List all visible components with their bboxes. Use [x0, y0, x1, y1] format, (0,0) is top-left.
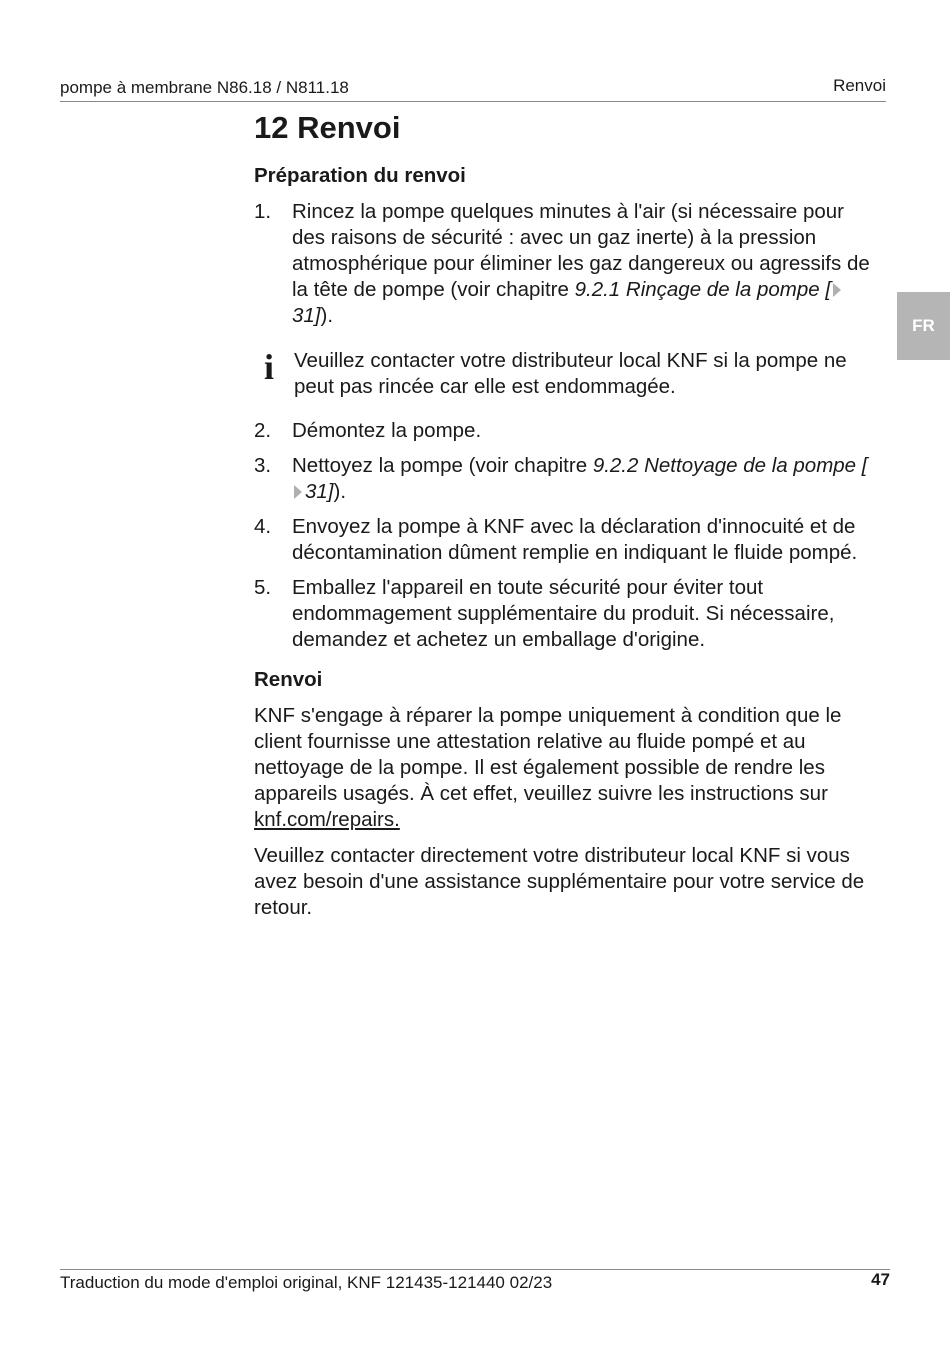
- step-5: [254, 575, 880, 653]
- language-tab: FR: [897, 292, 950, 360]
- page-number: 47: [871, 1270, 890, 1289]
- page-arrow-icon: [294, 485, 302, 499]
- reference-title[interactable]: 9.2.2 Nettoyage de la pompe [: [592, 454, 868, 477]
- document-title: pompe à membrane N86.18 / N811.18: [60, 78, 349, 97]
- main-content: [254, 110, 880, 921]
- step-text-end: ).: [320, 304, 334, 327]
- step-text: [292, 199, 880, 329]
- step-number: 5.: [254, 576, 272, 599]
- page-header: [60, 75, 886, 102]
- step-text: Démontez la pompe.: [292, 419, 482, 442]
- reference-title[interactable]: 9.2.1 Rinçage de la pompe [: [574, 278, 832, 301]
- info-icon: i: [264, 347, 275, 387]
- step-1: [254, 199, 880, 329]
- step-number: 1.: [254, 200, 272, 223]
- step-number: 3.: [254, 454, 272, 477]
- step-text-end: ).: [333, 480, 347, 503]
- page-footer: [60, 1269, 890, 1300]
- step-text: Emballez l'appareil en toute sécurité pour éviter tout endommagement supplémentaire du produit. Si nécessaire, demandez et achetez un emballage d'origine.: [292, 576, 835, 651]
- header-section-name: Renvoi: [833, 76, 886, 95]
- reference-page[interactable]: 31]: [305, 480, 334, 503]
- paragraph-text: KNF s'engage à réparer la pompe uniquement à condition que le client fournisse une attestation relative au fluide pompé et au nettoyage de la pompe. Il est également possible de rendre les appareils usagés. À cet effet, veuillez suivre les instructions sur: [254, 704, 842, 805]
- renvoi-heading: Renvoi: [254, 668, 323, 691]
- page-arrow-icon: [833, 283, 841, 297]
- reference-page[interactable]: 31]: [292, 304, 321, 327]
- renvoi-paragraph-2: Veuillez contacter directement votre distributeur local KNF si vous avez besoin d'une assistance supplémentaire pour votre service de retour.: [254, 844, 865, 919]
- step-text-body: Nettoyez la pompe (voir chapitre: [292, 454, 593, 477]
- preparation-heading: Préparation du renvoi: [254, 164, 466, 187]
- info-text: Veuillez contacter votre distributeur local KNF si la pompe ne peut pas rincée car elle est endommagée.: [294, 349, 847, 398]
- renvoi-paragraph-1: [254, 703, 880, 833]
- step-4: [254, 514, 880, 566]
- step-3: [254, 453, 880, 505]
- info-note: [254, 348, 880, 400]
- footer-text: Traduction du mode d'emploi original, KNF 121435-121440 02/23: [60, 1273, 553, 1292]
- repairs-link[interactable]: knf.com/repairs.: [254, 808, 400, 831]
- step-text: Envoyez la pompe à KNF avec la déclaration d'innocuité et de décontamination dûment remplie en indiquant le fluide pompé.: [292, 515, 858, 564]
- step-number: 4.: [254, 515, 272, 538]
- chapter-title: 12 Renvoi: [254, 110, 401, 145]
- step-2: [254, 418, 880, 444]
- step-number: 2.: [254, 419, 272, 442]
- step-text-body: Rincez la pompe quelques minutes à l'air (si nécessaire pour des raisons de sécurité : avec un gaz inerte) à la pression atmosphérique pour éliminer les gaz dangereux ou agressifs de la tête de pompe (voir chapitre: [292, 200, 870, 301]
- step-text: [292, 453, 880, 505]
